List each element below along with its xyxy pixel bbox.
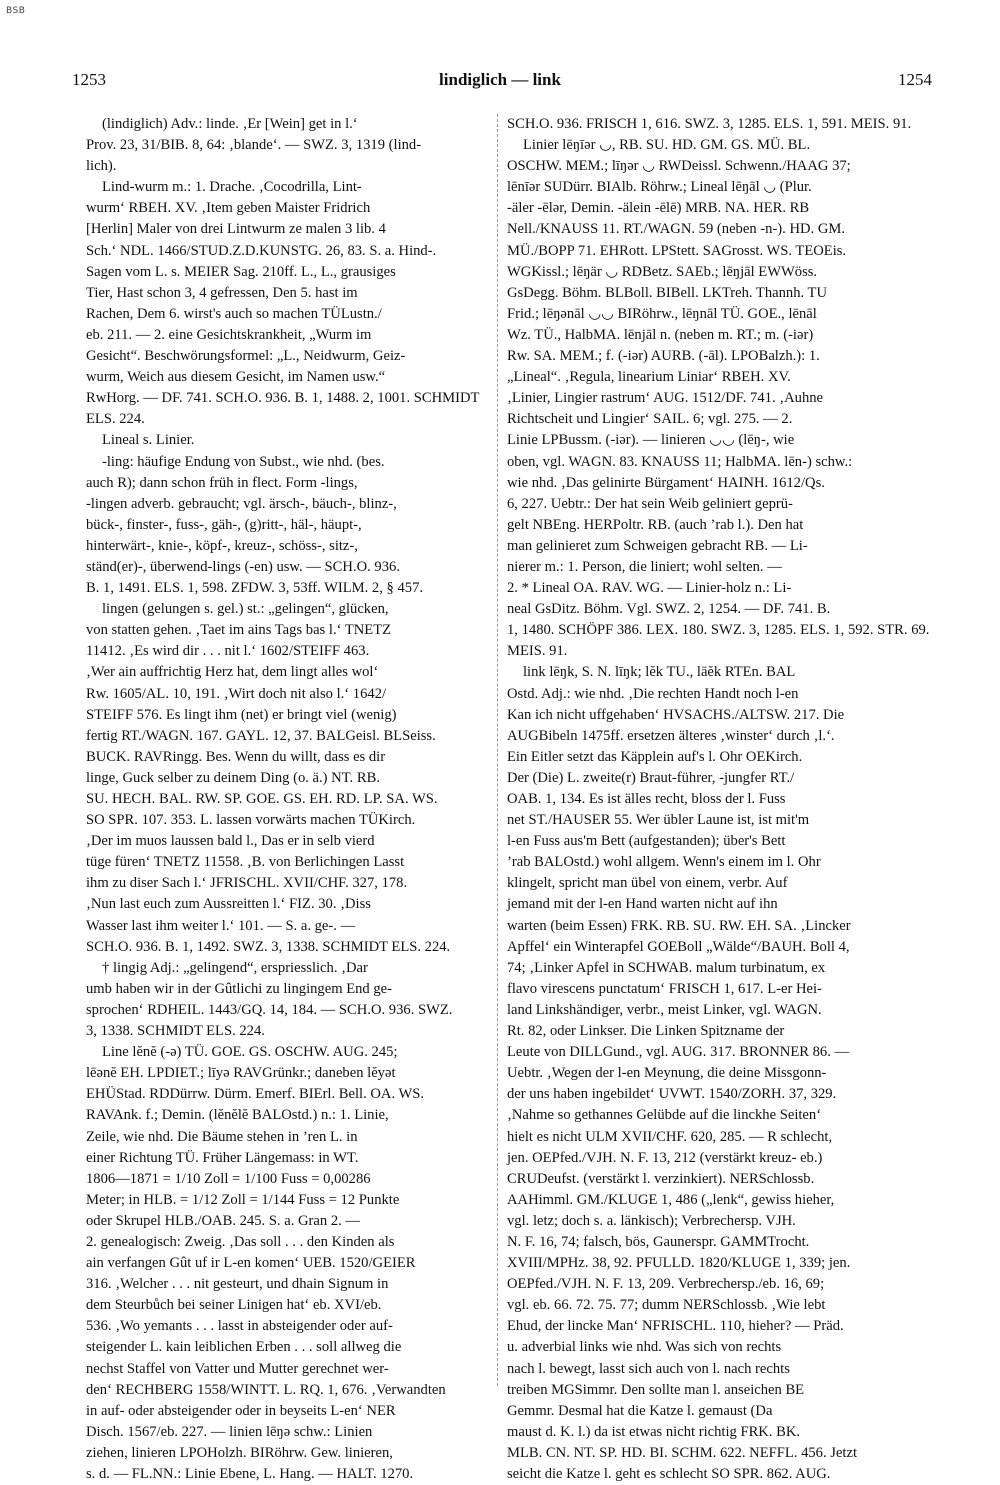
- text-line: linge, Guck selber zu deinem Ding (o. ä.) NT. RB.: [86, 769, 380, 786]
- text-line: RAVAnk. f.; Demin. (lĕnĕlĕ BALOstd.) n.: 1. Linie,: [86, 1107, 389, 1124]
- text-line: Rachen, Dem 6. wirst's auch so machen TÜLustn./: [86, 305, 382, 322]
- text-line: lingen (gelungen s. gel.) st.: „gelingen“, glücken,: [102, 601, 389, 618]
- text-line: lēnīər SUDürr. BIAlb. Röhrw.; Lineal lēŋāl ◡ (Plur.: [507, 179, 812, 196]
- text-line: in auf- oder absteigender oder in beyseits L-en‘ NER: [86, 1402, 396, 1419]
- text-line: von statten gehen. ‚Taet im ains Tags bas l.‘ TNETZ: [86, 622, 392, 639]
- text-line: oben, vgl. WAGN. 83. KNAUSS 11; HalbMA. lēn-) schw.:: [507, 453, 853, 470]
- text-line: [Herlin] Maler von drei Lintwurm ze malen 3 lib. 4: [86, 221, 386, 238]
- text-line: OSCHW. MEM.; līŋər ◡ RWDeissl. Schwenn./HAAG 37;: [507, 158, 851, 175]
- text-line: ziehen, linieren LPOHolzh. BIRöhrw. Gew. linieren,: [86, 1444, 393, 1461]
- text-line: OAB. 1, 134. Es ist älles recht, bloss der l. Fuss: [507, 791, 786, 807]
- page-header: [0, 70, 1000, 100]
- text-line: seicht die Katze l. geht es schlecht SO SPR. 862. AUG.: [507, 1466, 831, 1482]
- text-line: link lēŋk, S. N. līŋk; lĕk TU., lāĕk RTEn. BAL: [523, 664, 796, 681]
- text-line: bück-, finster-, fuss-, gäh-, (g)ritt-, häl-, häupt-,: [86, 516, 362, 533]
- text-line: maust d. K. l.) da ist etwas nicht richtig FRK. BK.: [507, 1423, 801, 1440]
- text-line: Lind-wurm m.: 1. Drache. ‚Cocodrilla, Lint-: [102, 179, 362, 196]
- text-line: Frid.; lēŋənāl ◡◡ BIRöhrw., lēŋnāl TÜ. GOE., lēnāl: [507, 305, 817, 322]
- text-line: B. 1, 1491. ELS. 1, 598. ZFDW. 3, 53ff. WILM. 2, § 457.: [86, 580, 424, 597]
- text-line: EHÜStad. RDDürrw. Dürm. Emerf. BIErl. Bell. OA. WS.: [86, 1086, 425, 1103]
- text-line: WGKissl.; lēŋär ◡ RDBetz. SAEb.; lēŋjāl EWWöss.: [507, 263, 818, 280]
- text-line: wurm‘ RBEH. XV. ‚Item geben Maister Fridrich: [86, 200, 371, 217]
- text-line: -ling: häufige Endung von Subst., wie nhd. (bes.: [102, 453, 385, 470]
- text-line: 316. ‚Welcher . . . nit gesteurt, und dhain Signum in: [86, 1276, 389, 1293]
- text-line: SU. HECH. BAL. RW. SP. GOE. GS. EH. RD. LP. SA. WS.: [86, 791, 438, 807]
- text-line: nierer m.: 1. Person, die liniert; wohl selten. —: [507, 558, 782, 575]
- text-line: umb haben wir in der Gûtlichi zu lingingem End ge-: [86, 980, 392, 997]
- text-line: land Linkshändiger, verbr., meist Linker, vgl. WAGN.: [507, 1001, 822, 1018]
- text-line: man gelinieret zum Schweigen gebracht RB. — Li-: [507, 537, 808, 554]
- text-line: AAHimml. GM./KLUGE 1, 486 („lenk“, gewiss hieher,: [507, 1191, 835, 1208]
- text-line: BUCK. RAVRingg. Bes. Wenn du willt, dass es dir: [86, 748, 386, 765]
- text-line: u. adverbial links wie nhd. Was sich von rechts: [507, 1339, 782, 1356]
- text-line: steigender L. kain leiblichen Erben . . . soll allweg die: [86, 1339, 402, 1356]
- text-line: Lineal s. Linier.: [102, 432, 195, 449]
- page-number-left: 1253: [72, 70, 106, 89]
- text-line: OEPfed./VJH. N. F. 13, 209. Verbrechersp./eb. 16, 69;: [507, 1276, 825, 1293]
- text-line: lich).: [86, 158, 117, 175]
- text-line: wie nhd. ‚Das gelinirte Bürgament‘ HAINH. 1612/Qs.: [507, 474, 825, 491]
- text-line: Ein Eitler setzt das Käpplein auf's l. Ohr OEKirch.: [507, 748, 803, 765]
- text-line: STEIFF 576. Es lingt ihm (net) er bringt viel (wenig): [86, 706, 397, 723]
- text-line: 74; ‚Linker Apfel in SCHWAB. malum turbinatum, ex: [507, 959, 826, 976]
- text-line: XVIII/MPHz. 38, 92. PFULLD. 1820/KLUGE 1, 339; jen.: [507, 1255, 851, 1272]
- text-line: jen. OEPfed./VJH. N. F. 13, 212 (verstärkt kreuz- eb.): [507, 1149, 823, 1166]
- text-line: flavo virescens punctatum‘ FRISCH 1, 617. L-er Hei-: [507, 980, 822, 997]
- text-line: MÜ./BOPP 71. EHRott. LPStett. SAGrosst. WS. TEOEis.: [507, 242, 847, 259]
- text-line: Linier lēŋīər ◡, RB. SU. HD. GM. GS. MÜ. BL.: [523, 137, 811, 154]
- page-number-right: 1254: [898, 70, 932, 89]
- text-line: N. F. 16, 74; falsch, bös, Gaunerspr. GAMMTrocht.: [507, 1233, 810, 1250]
- text-line: MEIS. 91.: [507, 643, 568, 660]
- text-line: Gesicht“. Beschwörungsformel: „L., Neidwurm, Geiz-: [86, 348, 406, 365]
- text-line: wurm, Weich aus diesem Gesicht, im Namen usw.“: [86, 369, 386, 386]
- text-line: vgl. eb. 66. 72. 75. 77; dumm NERSchlossb. ‚Wie lebt: [507, 1297, 826, 1314]
- text-line: † lingig Adj.: „gelingend“, erspriesslich. ‚Dar: [102, 959, 368, 976]
- text-line: SCH.O. 936. B. 1, 1492. SWZ. 3, 1338. SCHMIDT ELS. 224.: [86, 938, 451, 955]
- text-line: Tier, Hast schon 3, 4 gefressen, Den 5. hast im: [86, 284, 358, 301]
- text-line: Nell./KNAUSS 11. RT./WAGN. 59 (neben -n-). HD. GM.: [507, 221, 845, 238]
- text-line: -lingen adverb. gebraucht; vgl. ärsch-, bäuch-, blinz-,: [86, 495, 397, 512]
- text-line: Disch. 1567/eb. 227. — linien lēŋə schw.: Linien: [86, 1423, 373, 1440]
- text-line: nach l. bewegt, lasst sich auch von l. nach rechts: [507, 1360, 790, 1377]
- library-stamp: BSB: [6, 6, 26, 16]
- text-line: den‘ RECHBERG 1558/WINTT. L. RQ. 1, 676. ‚Verwandten: [86, 1381, 446, 1398]
- text-line: tüge füren‘ TNETZ 11558. ‚B. von Berlichingen Lasst: [86, 854, 405, 871]
- text-line: Rw. SA. MEM.; f. (-iər) AURB. (-āl). LPOBalzh.): 1.: [507, 348, 820, 365]
- text-line: 2. * Lineal OA. RAV. WG. — Linier-holz n.: Li-: [507, 580, 792, 597]
- text-line: 1, 1480. SCHÖPF 386. LEX. 180. SWZ. 3, 1285. ELS. 1, 592. STR. 69.: [507, 622, 930, 639]
- text-line: hinterwärt-, knie-, köpf-, kreuz-, schöss-, sitz-,: [86, 537, 358, 554]
- text-line: 2. genealogisch: Zweig. ‚Das soll . . . den Kinden als: [86, 1233, 395, 1250]
- text-line: fertig RT./WAGN. 167. GAYL. 12, 37. BALGeisl. BLSeiss.: [86, 727, 436, 744]
- text-line: lēənĕ EH. LPDIET.; līyə RAVGrünkr.; daneben lĕyət: [86, 1065, 396, 1082]
- text-line: GsDegg. Böhm. BLBoll. BIBell. LKTreh. Thannh. TU: [507, 284, 827, 301]
- text-line: Linie LPBussm. (-iər). — linieren ◡◡ (lēŋ-, wie: [507, 432, 795, 449]
- text-line: der uns haben ingebildet‘ UVWT. 1540/ZORH. 37, 329.: [507, 1086, 837, 1103]
- text-line: Kan ich nicht uffgehaben‘ HVSACHS./ALTSW. 217. Die: [507, 706, 845, 723]
- text-line: Meter; in HLB. = 1/12 Zoll = 1/144 Fuss = 12 Punkte: [86, 1191, 400, 1208]
- text-line: einer Richtung TÜ. Früher Längemass: in WT.: [86, 1149, 359, 1166]
- text-line: ‚Wer ain auffrichtig Herz hat, dem lingt alles wol‘: [86, 664, 379, 681]
- text-line: AUGBibeln 1475ff. ersetzen älteres ‚winster‘ durch ‚l.‘.: [507, 727, 835, 744]
- text-line: ‚Linier, Lingier rastrum‘ AUG. 1512/DF. 741. ‚Auhne: [507, 390, 824, 407]
- page-title: lindiglich — link: [439, 70, 561, 89]
- text-line: s. d. — FL.NN.: Linie Ebene, L. Hang. — HALT. 1270.: [86, 1466, 414, 1482]
- column-divider: [497, 114, 498, 1386]
- left-column: [86, 114, 486, 1482]
- text-line: ihm zu diser Sach l.‘ JFRISCHL. XVII/CHF. 327, 178.: [86, 875, 408, 892]
- text-line: ELS. 224.: [86, 411, 145, 428]
- text-line: Der (Die) L. zweite(r) Braut-führer, -jungfer RT./: [507, 769, 795, 786]
- text-line: dem Steurbůch bei seiner Linigen hat‘ eb. XVI/eb.: [86, 1297, 382, 1314]
- text-line: 11412. ‚Es wird dir . . . nit l.‘ 1602/STEIFF 463.: [86, 643, 370, 660]
- text-line: Wasser last ihm weiter l.‘ 101. — S. a. ge-. —: [86, 917, 356, 934]
- text-line: nechst Staffel von Vatter und Mutter gerechnet wer-: [86, 1360, 389, 1377]
- text-line: 1806—1871 = 1/10 Zoll = 1/100 Fuss = 0,00286: [86, 1170, 371, 1187]
- text-line: ain verfangen Gût uf ir L-en komen‘ UEB. 1520/GEIER: [86, 1255, 416, 1272]
- text-line: Line lĕnĕ (-ə) TÜ. GOE. GS. OSCHW. AUG. 245;: [102, 1044, 398, 1061]
- text-line: CRUDeufst. (verstärkt l. verzinkiert). NERSchlossb.: [507, 1170, 815, 1187]
- text-line: warten (beim Essen) FRK. RB. SU. RW. EH. SA. ‚Lincker: [507, 917, 851, 934]
- text-line: RwHorg. — DF. 741. SCH.O. 936. B. 1, 1488. 2, 1001. SCHMIDT: [86, 390, 480, 407]
- text-line: -äler -ēlər, Demin. -älein -ēlē) MRB. NA. HER. RB: [507, 200, 810, 217]
- text-line: vgl. letz; doch s. a. länkisch); Verbrechersp. VJH.: [507, 1212, 796, 1229]
- text-line: Uebtr. ‚Wegen der l-en Meynung, die deine Missgonn-: [507, 1065, 827, 1082]
- text-line: klingelt, spricht man übel von einem, verbr. Auf: [507, 875, 788, 892]
- text-line: SCH.O. 936. FRISCH 1, 616. SWZ. 3, 1285. ELS. 1, 591. MEIS. 91.: [507, 116, 912, 132]
- text-line: Prov. 23, 31/BIB. 8, 64: ‚blande‘. — SWZ. 3, 1319 (lind-: [86, 137, 422, 154]
- text-line: Apffel‘ ein Winterapfel GOEBoll „Wälde“/BAUH. Boll 4,: [507, 938, 850, 955]
- text-line: Zeile, wie nhd. Die Bäume stehen in ’ren L. in: [86, 1128, 358, 1145]
- text-line: 6, 227. Uebtr.: Der hat sein Weib geliniert geprü-: [507, 495, 793, 512]
- text-line: 536. ‚Wo yemants . . . lasst in absteigender oder auf-: [86, 1318, 393, 1335]
- text-line: neal GsDitz. Böhm. Vgl. SWZ. 2, 1254. — DF. 741. B.: [507, 601, 831, 618]
- text-line: hielt es nicht ULM XVII/CHF. 620, 285. — R schlecht,: [507, 1128, 833, 1145]
- text-line: eb. 211. — 2. eine Gesichtskrankheit, „Wurm im: [86, 326, 372, 343]
- text-line: Sch.‘ NDL. 1466/STUD.Z.D.KUNSTG. 26, 83. S. a. Hind-.: [86, 242, 437, 259]
- text-line: Richtscheit und Lingier‘ SAIL. 6; vgl. 275. — 2.: [507, 411, 793, 428]
- text-line: oder Skrupel HLB./OAB. 245. S. a. Gran 2. —: [86, 1212, 361, 1229]
- text-line: net ST./HAUSER 55. Wer übler Laune ist, ist mit'm: [507, 812, 810, 829]
- text-line: jemand mit der l-en Hand warten nicht auf ihn: [507, 896, 778, 913]
- text-line: SO SPR. 107. 353. L. lassen vorwärts machen TÜKirch.: [86, 812, 416, 829]
- text-line: Gemmr. Desmal hat die Katze l. gemaust (Da: [507, 1402, 773, 1419]
- text-line: sprochen‘ RDHEIL. 1443/GQ. 14, 184. — SCH.O. 936. SWZ.: [86, 1001, 453, 1018]
- text-line: „Lineal“. ‚Regula, linearium Liniar‘ RBEH. XV.: [507, 369, 791, 386]
- text-line: Ostd. Adj.: wie nhd. ‚Die rechten Handt noch l-en: [507, 685, 799, 702]
- text-line: 3, 1338. SCHMIDT ELS. 224.: [86, 1023, 265, 1040]
- text-line: (lindiglich) Adv.: linde. ‚Er [Wein] get in l.‘: [102, 116, 358, 132]
- text-line: MLB. CN. NT. SP. HD. BI. SCHM. 622. NEFFL. 456. Jetzt: [507, 1444, 858, 1461]
- text-line: Rw. 1605/AL. 10, 191. ‚Wirt doch nit also l.‘ 1642/: [86, 685, 387, 702]
- text-line: l-en Fuss aus'm Bett (aufgestanden); über's Bett: [507, 833, 786, 850]
- text-line: treiben MGSimmr. Den sollte man l. anseichen BE: [507, 1381, 805, 1398]
- text-line: Wz. TÜ., HalbMA. lēnjāl n. (neben m. RT.; m. (-iər): [507, 326, 814, 343]
- text-line: ‚Der im muos laussen bald l., Das er in selb vierd: [86, 833, 375, 850]
- text-line: Leute von DILLGund., vgl. AUG. 317. BRONNER 86. —: [507, 1044, 850, 1061]
- right-column: [507, 114, 930, 1482]
- text-line: Ehud, der lincke Man‘ NFRISCHL. 110, hieher? — Präd.: [507, 1318, 844, 1335]
- text-line: ‚Nun last euch zum Aussreitten l.‘ FIZ. 30. ‚Diss: [86, 896, 371, 913]
- text-line: ständ(er)-, überwend-lings (-en) usw. — SCH.O. 936.: [86, 558, 400, 575]
- text-line: Sagen vom L. s. MEIER Sag. 210ff. L., L., grausiges: [86, 263, 396, 280]
- text-line: gelt NBEng. HERPoltr. RB. (auch ’rab l.). Den hat: [507, 516, 804, 533]
- text-line: auch R); dann schon früh in flect. Form -lings,: [86, 474, 358, 491]
- text-line: Rt. 82, oder Linkser. Die Linken Spitzname der: [507, 1023, 785, 1040]
- text-line: ’rab BALOstd.) wohl allgem. Wenn's einem im l. Ohr: [507, 854, 821, 871]
- text-line: ‚Nahme so gethannes Gelübde auf die linckhe Seiten‘: [507, 1107, 822, 1124]
